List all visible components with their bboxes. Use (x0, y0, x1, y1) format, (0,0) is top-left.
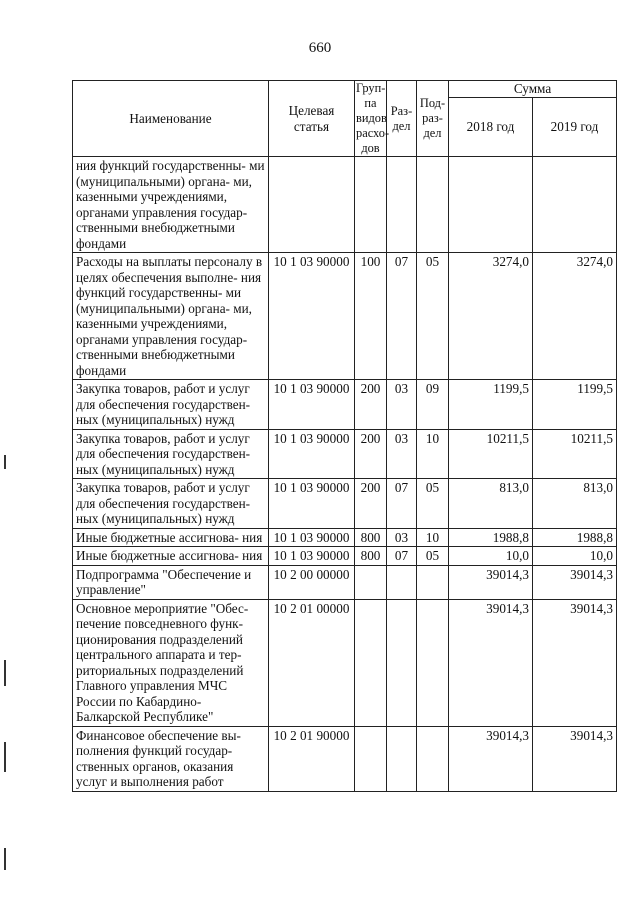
margin-mark (4, 660, 6, 686)
header-year-2019: 2019 год (533, 97, 617, 157)
row-sum-2018 (449, 157, 533, 253)
row-sum-2019: 39014,3 (533, 599, 617, 726)
row-name: Иные бюджетные ассигнова- ния (73, 547, 269, 566)
row-sum-2018: 39014,3 (449, 565, 533, 599)
row-group: 800 (355, 547, 387, 566)
table-row (73, 479, 617, 529)
row-subsection: 05 (417, 479, 449, 529)
row-subsection: 10 (417, 429, 449, 479)
row-sum-2018: 813,0 (449, 479, 533, 529)
row-target: 10 1 03 90000 (269, 528, 355, 547)
row-name: Финансовое обеспечение вы- полнения функций государ- ственных органов, оказания услуг и выполнения работ (73, 726, 269, 791)
row-section (387, 726, 417, 791)
row-subsection: 05 (417, 253, 449, 380)
row-target: 10 2 00 00000 (269, 565, 355, 599)
header-name: Наименование (73, 81, 269, 157)
row-target: 10 1 03 90000 (269, 380, 355, 430)
row-section: 07 (387, 479, 417, 529)
header-year-2018: 2018 год (449, 97, 533, 157)
table-row (73, 726, 617, 791)
row-target: 10 1 03 90000 (269, 253, 355, 380)
row-name: ния функций государственны- ми (муниципальными) органа- ми, казенными учреждениями, органами управления государ- ственными внебюджетными фондами (73, 157, 269, 253)
row-section (387, 565, 417, 599)
row-target: 10 2 01 90000 (269, 726, 355, 791)
row-section (387, 599, 417, 726)
table-row (73, 528, 617, 547)
row-sum-2019: 3274,0 (533, 253, 617, 380)
row-group (355, 565, 387, 599)
budget-table (72, 80, 617, 792)
row-section (387, 157, 417, 253)
header-section: Раз- дел (387, 81, 417, 157)
row-name: Закупка товаров, работ и услуг для обеспечения государствен- ных (муниципальных) нужд (73, 479, 269, 529)
row-sum-2019: 39014,3 (533, 565, 617, 599)
row-group (355, 157, 387, 253)
header-row (73, 81, 617, 98)
margin-mark (4, 848, 6, 870)
row-name: Расходы на выплаты персоналу в целях обеспечения выполне- ния функций государственны- ми (муниципальными) органа- ми, казенными учреждениями, органами управления государ- ственными внебюджетными фондами (73, 253, 269, 380)
row-target: 10 1 03 90000 (269, 429, 355, 479)
row-sum-2018: 3274,0 (449, 253, 533, 380)
header-group: Груп- па видов расхо- дов (356, 81, 390, 155)
header-target: Целевая статья (269, 81, 355, 157)
row-name: Закупка товаров, работ и услуг для обеспечения государствен- ных (муниципальных) нужд (73, 429, 269, 479)
row-name: Основное мероприятие "Обес- печение повседневного функ- ционирования подразделений центрального аппарата и тер- риториальных подразделений Главного управления МЧС России по Кабардино- Балкарской Республике" (73, 599, 269, 726)
row-name: Закупка товаров, работ и услуг для обеспечения государствен- ных (муниципальных) нужд (73, 380, 269, 430)
row-sum-2018: 10,0 (449, 547, 533, 566)
row-sum-2018: 1988,8 (449, 528, 533, 547)
row-name: Подпрограмма "Обеспечение и управление" (73, 565, 269, 599)
row-group (355, 599, 387, 726)
header-subsection: Под- раз- дел (417, 81, 449, 157)
table-row (73, 547, 617, 566)
table-row (73, 565, 617, 599)
row-sum-2019: 10211,5 (533, 429, 617, 479)
row-sum-2018: 1199,5 (449, 380, 533, 430)
row-sum-2019: 1199,5 (533, 380, 617, 430)
row-subsection (417, 599, 449, 726)
row-section: 03 (387, 429, 417, 479)
row-sum-2018: 39014,3 (449, 726, 533, 791)
row-subsection: 05 (417, 547, 449, 566)
row-section: 07 (387, 253, 417, 380)
row-target: 10 2 01 00000 (269, 599, 355, 726)
margin-mark (4, 455, 6, 469)
row-name: Иные бюджетные ассигнова- ния (73, 528, 269, 547)
row-sum-2018: 10211,5 (449, 429, 533, 479)
row-sum-2019 (533, 157, 617, 253)
row-section: 03 (387, 528, 417, 547)
row-group: 100 (355, 253, 387, 380)
margin-mark (4, 742, 6, 772)
row-section: 03 (387, 380, 417, 430)
row-target (269, 157, 355, 253)
table-row (73, 253, 617, 380)
row-subsection (417, 565, 449, 599)
row-sum-2019: 813,0 (533, 479, 617, 529)
header-sum: Сумма (449, 81, 617, 98)
row-group: 200 (355, 380, 387, 430)
table-body (73, 157, 617, 792)
row-group: 200 (355, 479, 387, 529)
table-row (73, 599, 617, 726)
row-sum-2019: 10,0 (533, 547, 617, 566)
row-sum-2018: 39014,3 (449, 599, 533, 726)
row-group (355, 726, 387, 791)
row-sum-2019: 39014,3 (533, 726, 617, 791)
table-row (73, 429, 617, 479)
row-section: 07 (387, 547, 417, 566)
row-group: 800 (355, 528, 387, 547)
row-group: 200 (355, 429, 387, 479)
row-subsection: 10 (417, 528, 449, 547)
row-subsection (417, 726, 449, 791)
page-number: 660 (308, 40, 332, 56)
row-sum-2019: 1988,8 (533, 528, 617, 547)
row-subsection (417, 157, 449, 253)
table-row (73, 157, 617, 253)
row-target: 10 1 03 90000 (269, 547, 355, 566)
row-target: 10 1 03 90000 (269, 479, 355, 529)
table-row (73, 380, 617, 430)
row-subsection: 09 (417, 380, 449, 430)
